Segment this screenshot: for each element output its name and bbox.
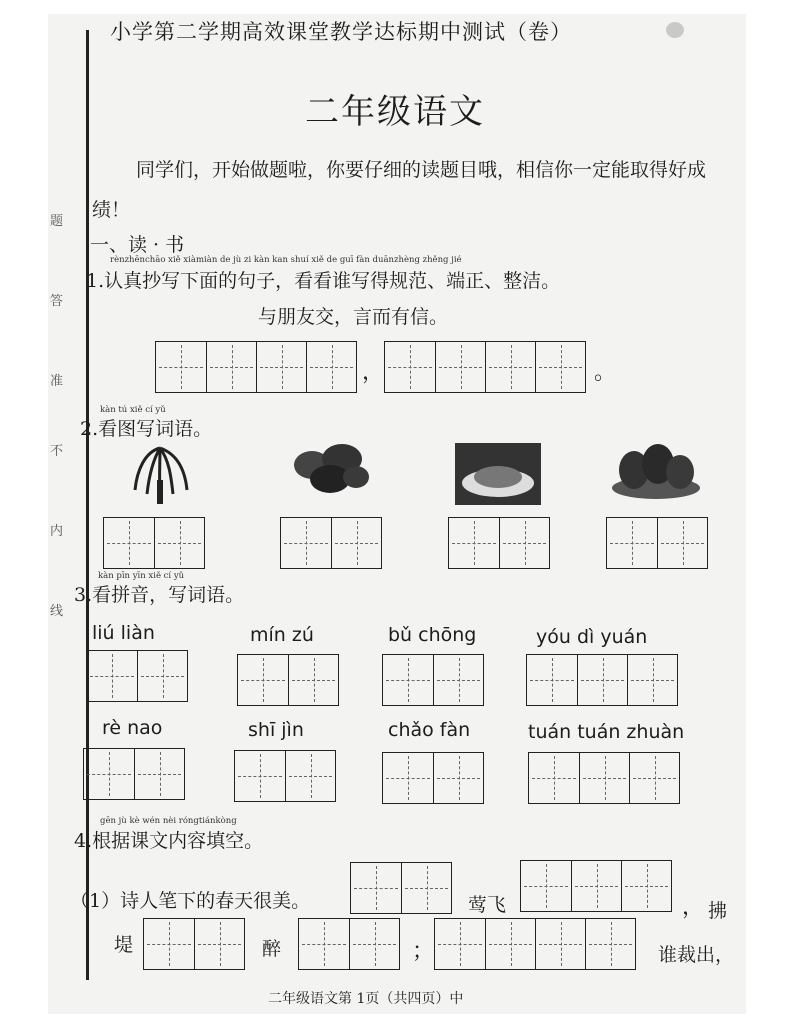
side-mark-2: 答 xyxy=(50,294,64,309)
q3-grid-3[interactable] xyxy=(382,654,484,706)
q3-pinyin: kàn pīn yīn xiě cí yǔ xyxy=(98,571,185,581)
side-mark-6: 线 xyxy=(50,604,64,619)
page-footer: 二年级语文第 1页（共四页）中 xyxy=(268,991,464,1007)
section-title: 一、读 · 书 xyxy=(90,234,185,256)
side-mark-3: 准 xyxy=(50,374,64,389)
intro-text: 同学们，开始做题啦，你要仔细的读题目哦，相信你一定能取得好成绩！ xyxy=(92,159,707,221)
q4-grid-4[interactable] xyxy=(298,918,400,970)
q3-grid-2[interactable] xyxy=(237,654,339,706)
q3-grid-5[interactable] xyxy=(83,748,185,800)
q4-zui: 醉 xyxy=(262,938,282,960)
q4-comma: ， xyxy=(682,895,705,920)
q3-pinyin-6: shī jìn xyxy=(248,719,304,741)
q1-pinyin: rènzhēnchāo xiě xiàmiàn de jù zi kàn kan shuí xiě de guī fàn duānzhèng zhěng jié xyxy=(110,255,462,265)
q4-grid-5[interactable] xyxy=(434,918,636,970)
q1-grid-1[interactable] xyxy=(155,341,357,393)
fish-dish-picture xyxy=(455,443,541,505)
smudge-dot xyxy=(666,22,684,38)
q4-grid-1[interactable] xyxy=(350,862,452,914)
q2-grid-3[interactable] xyxy=(448,517,550,569)
q3-grid-6[interactable] xyxy=(234,750,336,802)
q4-grid-2[interactable] xyxy=(520,860,672,912)
q2-grid-4[interactable] xyxy=(606,517,708,569)
q3-pinyin-3: bǔ chōng xyxy=(388,624,477,646)
q1-grid-2[interactable] xyxy=(384,341,586,393)
q2-text: 2.看图写词语。 xyxy=(80,418,213,440)
q4-pinyin: gēn jù kè wén nèi róngtiánkòng xyxy=(100,816,237,826)
q3-pinyin-4: yóu dì yuán xyxy=(536,626,648,648)
q3-pinyin-8: tuán tuán zhuàn xyxy=(528,721,685,743)
q1-period: 。 xyxy=(594,360,617,385)
q4-di: 堤 xyxy=(114,934,134,956)
q3-grid-1[interactable] xyxy=(86,650,188,702)
q2-grid-2[interactable] xyxy=(280,517,382,569)
q3-grid-7[interactable] xyxy=(382,752,484,804)
side-mark-1: 题 xyxy=(50,214,64,229)
q1-comma: ， xyxy=(362,360,385,385)
q3-pinyin-7: chǎo fàn xyxy=(388,719,471,741)
side-mark-5: 内 xyxy=(50,524,64,539)
figs-picture xyxy=(610,436,702,500)
subject-title: 二年级语文 xyxy=(305,92,485,132)
q1-sentence: 与朋友交，言而有信。 xyxy=(258,306,449,328)
q3-pinyin-1: liú liàn xyxy=(92,622,155,644)
q1-text: 1.认真抄写下面的句子，看看谁写得规范、端正、整洁。 xyxy=(86,270,561,292)
q4-ying-fei: 莺飞 xyxy=(468,894,507,916)
q3-pinyin-5: rè nao xyxy=(102,717,163,739)
q4-semicolon: ； xyxy=(412,939,435,964)
exam-header-title: 小学第二学期高效课堂教学达标期中测试（卷） xyxy=(110,20,572,44)
q4-text: 4.根据课文内容填空。 xyxy=(74,830,264,852)
side-mark-4: 不 xyxy=(50,444,64,459)
willow-tree-picture xyxy=(125,440,195,505)
q4-item1-text: （1）诗人笔下的春天很美。 xyxy=(70,890,311,912)
q4-fu: 拂 xyxy=(708,900,728,922)
q4-grid-3[interactable] xyxy=(143,918,245,970)
q3-grid-4[interactable] xyxy=(526,654,678,706)
q2-pinyin: kàn tú xiě cí yǔ xyxy=(100,405,166,415)
q2-grid-1[interactable] xyxy=(103,517,205,569)
q3-grid-8[interactable] xyxy=(528,752,680,804)
eggs-picture xyxy=(290,435,370,495)
q3-pinyin-2: mín zú xyxy=(250,624,314,646)
q4-shei-cai-chu: 谁裁出， xyxy=(658,944,735,966)
q3-text: 3.看拼音，写词语。 xyxy=(74,584,245,606)
